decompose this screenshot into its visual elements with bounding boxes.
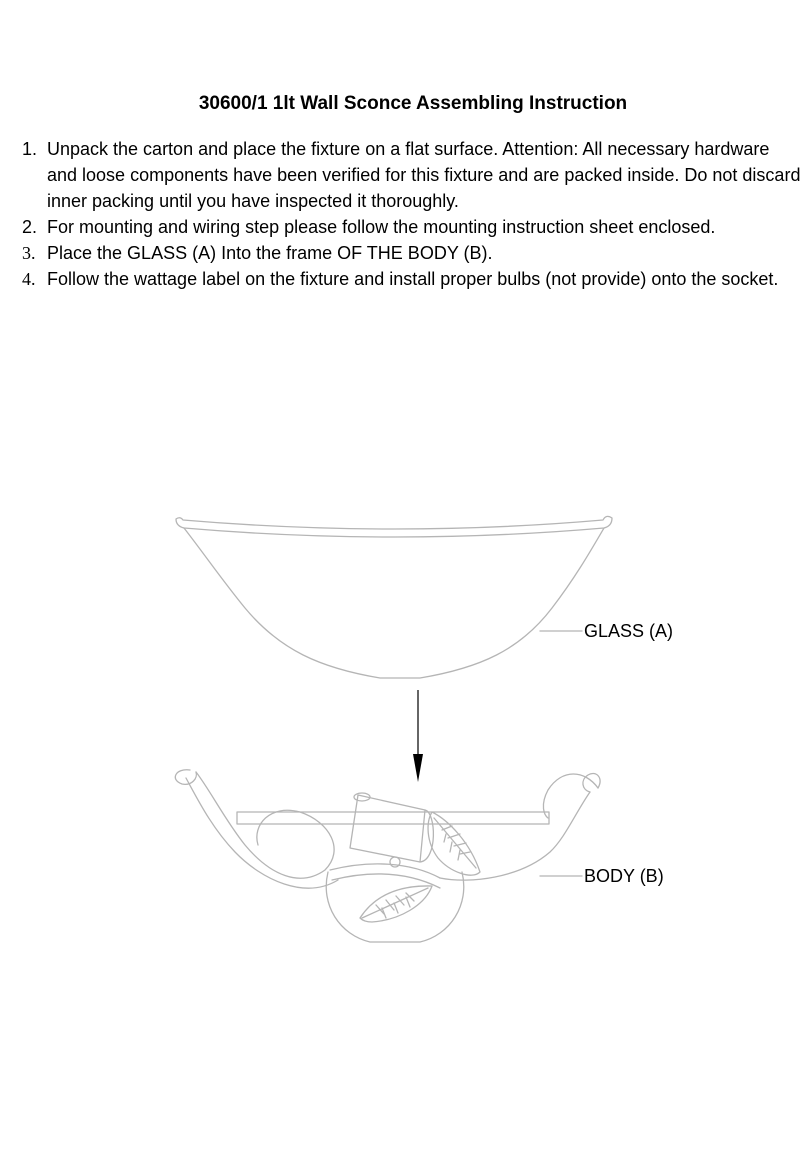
glass-shade-drawing xyxy=(176,516,612,678)
step-text: Follow the wattage label on the fixture and install proper bulbs (not provide) onto the socket. xyxy=(47,269,779,289)
glass-label: GLASS (A) xyxy=(584,621,674,641)
step-number: 2. xyxy=(22,217,38,237)
step-text: Unpack the carton and place the fixture on a flat surface. Attention: All necessary hardware and loose components have been verified for this fixture and are packed inside. Do not discard inner packing until you have inspected it thoroughly. xyxy=(47,139,801,211)
assembly-arrow xyxy=(413,690,423,782)
body-frame-drawing xyxy=(175,770,600,942)
step-number: 4. xyxy=(22,269,36,289)
step-number: 3. xyxy=(22,243,36,263)
step-text: Place the GLASS (A) Into the frame OF THE BODY (B). xyxy=(47,243,493,263)
step-text: For mounting and wiring step please follow the mounting instruction sheet enclosed. xyxy=(47,217,716,237)
step-number: 1. xyxy=(22,139,38,159)
page-title: 30600/1 1lt Wall Sconce Assembling Instruction xyxy=(198,93,628,114)
body-label: BODY (B) xyxy=(584,866,664,886)
